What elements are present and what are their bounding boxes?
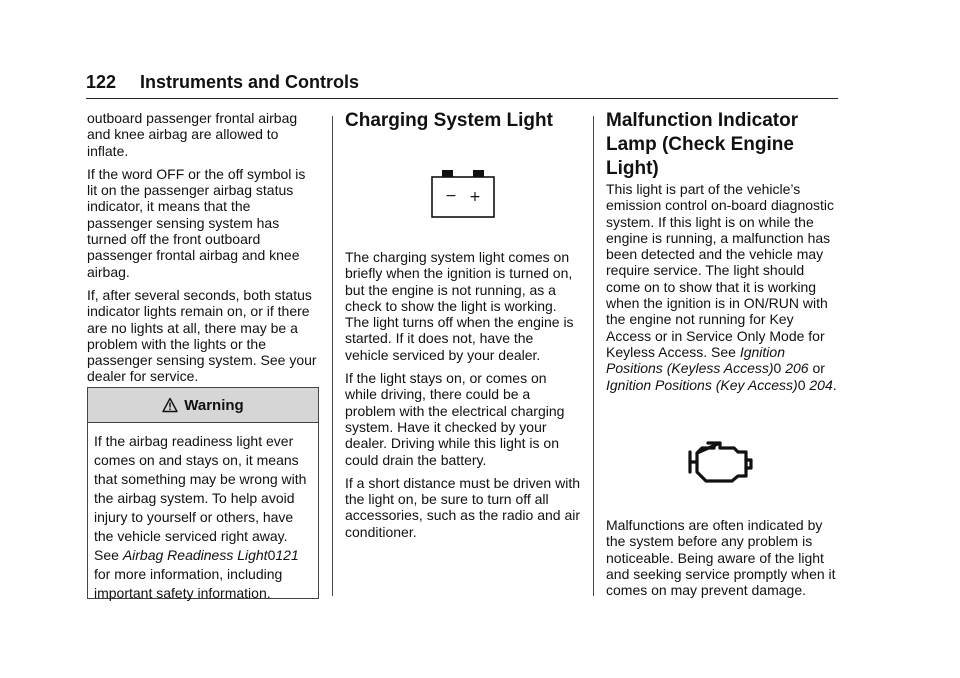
paragraph-text: This light is part of the vehicle’s emission control on-board diagnostic system. If this light is on while the engine is running, a malfunction has been detected and the vehicle may require service. The light should come on to show that it is working when the ignition is in ON/RUN with the engine not running for Key Access or in Service Only Mode for Keyless Access. See — [606, 181, 835, 360]
cross-reference-link[interactable]: Airbag Readiness Light — [122, 547, 268, 563]
column-2 — [345, 249, 580, 547]
paragraph — [606, 181, 840, 393]
column-3 — [606, 181, 840, 400]
battery-plus-label: + — [469, 189, 481, 205]
paragraph-text: . — [832, 376, 837, 393]
page-reference[interactable]: 204 — [809, 376, 833, 393]
paragraph: If, after several seconds, both status indicator lights remain on, or if there are no lights at all, there may be a problem with the lights or the passenger sensing system. See your dealer for service. — [87, 286, 317, 385]
column-divider — [332, 116, 333, 596]
warning-triangle-icon — [162, 397, 178, 413]
paragraph: If a short distance must be driven with the light on, be sure to turn off all accessories, such as the radio and air conditioner. — [345, 474, 581, 540]
paragraph-text: or — [808, 360, 825, 377]
malfunction-indicator-heading: Malfunction Indicator Lamp (Check Engine Light) — [606, 110, 799, 179]
warning-text: If the airbag readiness light ever comes on and stays on, it means that something may be wrong with the airbag system. To help avoid injury to yourself or others, have the vehicle serviced right away. See — [94, 433, 307, 563]
battery-icon — [431, 170, 495, 218]
page-arrow-symbol: 0 — [773, 360, 782, 377]
paragraph: If the light stays on, or comes on while driving, there could be a problem with the electrical charging system. Have it checked by your dealer. Driving while this light is on could drain the battery. — [345, 370, 565, 468]
warning-body — [88, 423, 318, 603]
cross-reference-link[interactable]: Ignition Positions (Keyless Access) — [606, 343, 785, 377]
page-header — [86, 72, 838, 94]
column-divider — [593, 116, 594, 596]
battery-minus-label: − — [445, 188, 457, 204]
paragraph: If the word OFF or the off symbol is lit on the passenger airbag status indicator, it means that the passenger sensing system has turned off the front outboard passenger frontal airbag and knee airbag. — [87, 165, 306, 280]
column-3-lower — [606, 517, 840, 605]
page-reference[interactable]: 121 — [275, 547, 299, 563]
warning-header — [88, 388, 318, 423]
page-number: 122 — [86, 72, 117, 92]
page-reference[interactable]: 206 — [785, 360, 809, 377]
warning-text-tail: for more information, including important safety information. — [94, 566, 283, 601]
header-rule — [86, 98, 838, 99]
paragraph: outboard passenger frontal airbag and knee airbag are allowed to inflate. — [87, 110, 298, 159]
paragraph: The charging system light comes on briefly when the ignition is turned on, but the engine is not running, as a check to show the light is working. The light turns off when the engine is started. If it does not, have the vehicle serviced by your dealer. — [345, 249, 574, 363]
section-title: Instruments and Controls — [140, 72, 360, 92]
cross-reference-link[interactable]: Ignition Positions (Key Access) — [606, 376, 798, 393]
paragraph: Malfunctions are often indicated by the system before any problem is noticeable. Being aware of the light and seeking service promptly when it comes on may prevent damage. — [606, 517, 836, 599]
column-1 — [87, 110, 319, 392]
check-engine-icon — [688, 438, 754, 484]
page-arrow-symbol: 0 — [267, 547, 276, 563]
warning-title: Warning — [184, 396, 244, 414]
warning-box — [87, 387, 319, 599]
charging-system-heading: Charging System Light — [345, 110, 553, 131]
page-arrow-symbol: 0 — [797, 376, 806, 393]
